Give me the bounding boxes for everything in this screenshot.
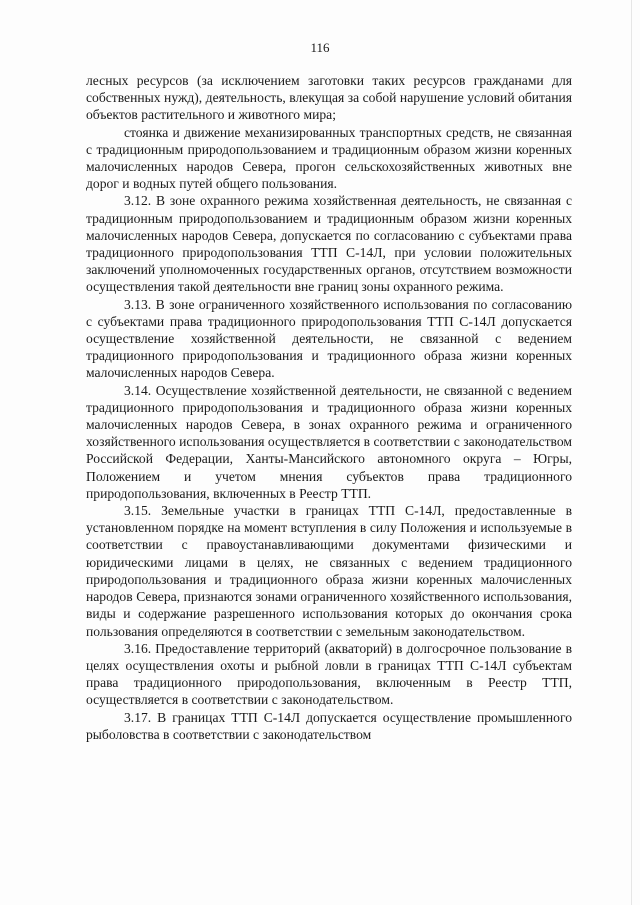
paragraph-3-14: 3.14. Осуществление хозяйственной деятельности, не связанной с ведением традиционного природопользования и традиционного образа жизни коренных малочисленных народов Севера, в зонах охранного режима и ограниченного хозяйственного использования осуществляется в соответствии с законодательством Российской Федерации, Ханты-Мансийского автономного округа – Югры, Положением и учетом мнения субъектов права традиционного природопользования, включенных в Реестр ТТП. <box>86 382 572 501</box>
page-number: 116 <box>310 40 330 55</box>
paragraph-3-15: 3.15. Земельные участки в границах ТТП С-14Л, предоставленные в установленном порядке на момент вступления в силу Положения и используемые в соответствии с правоустанавливающими документами физическими и юридическими лицами в целях, не связанных с ведением традиционного природопользования и традиционного образа жизни коренных малочисленных народов Севера, признаются зонами ограниченного хозяйственного использования, виды и содержание разрешенного использования которых до окончания срока пользования определяются в соответствии с земельным законодательством. <box>86 503 572 639</box>
paragraph-3-13: 3.13. В зоне ограниченного хозяйственного использования по согласованию с субъектами права традиционного природопользования ТТП С-14Л допускается осуществление хозяйственной деятельности, не связанной с ведением традиционного природопользования и традиционного образа жизни коренных малочисленных народов Севера. <box>86 296 572 381</box>
paragraph-3-12: 3.12. В зоне охранного режима хозяйственная деятельность, не связанная с традиционным природопользованием и традиционным образом жизни коренных малочисленных народов Севера, допускается по согласованию с субъектами права традиционного природопользования ТТП С-14Л, при условии положительных заключений уполномоченных государственных органов, отсутствием возможности осуществления такой деятельности вне границ зоны охранного режима. <box>86 193 572 295</box>
paragraph-vehicles: стоянка и движение механизированных транспортных средств, не связанная с традиционным природопользованием и традиционным образом жизни коренных малочисленных народов Севера, прогон сельскохозяйственных животных вне дорог и водных путей общего пользования. <box>86 124 572 192</box>
scan-edge-line <box>631 0 632 905</box>
paragraph-3-17: 3.17. В границах ТТП С-14Л допускается осуществление промышленного рыболовства в соответствии с законодательством <box>86 709 572 742</box>
paragraph-continued: лесных ресурсов (за исключением заготовки таких ресурсов гражданами для собственных нужд), деятельность, влекущая за собой нарушение условий обитания объектов растительного и животного мира; <box>86 73 572 123</box>
document-body <box>86 72 572 743</box>
paragraph-3-16: 3.16. Предоставление территорий (акваторий) в долгосрочное пользование в целях осуществления охоты и рыбной ловли в границах ТТП С-14Л субъектам права традиционного природопользования, включенным в Реестр ТТП, осуществляется в соответствии с законодательством. <box>86 640 572 708</box>
